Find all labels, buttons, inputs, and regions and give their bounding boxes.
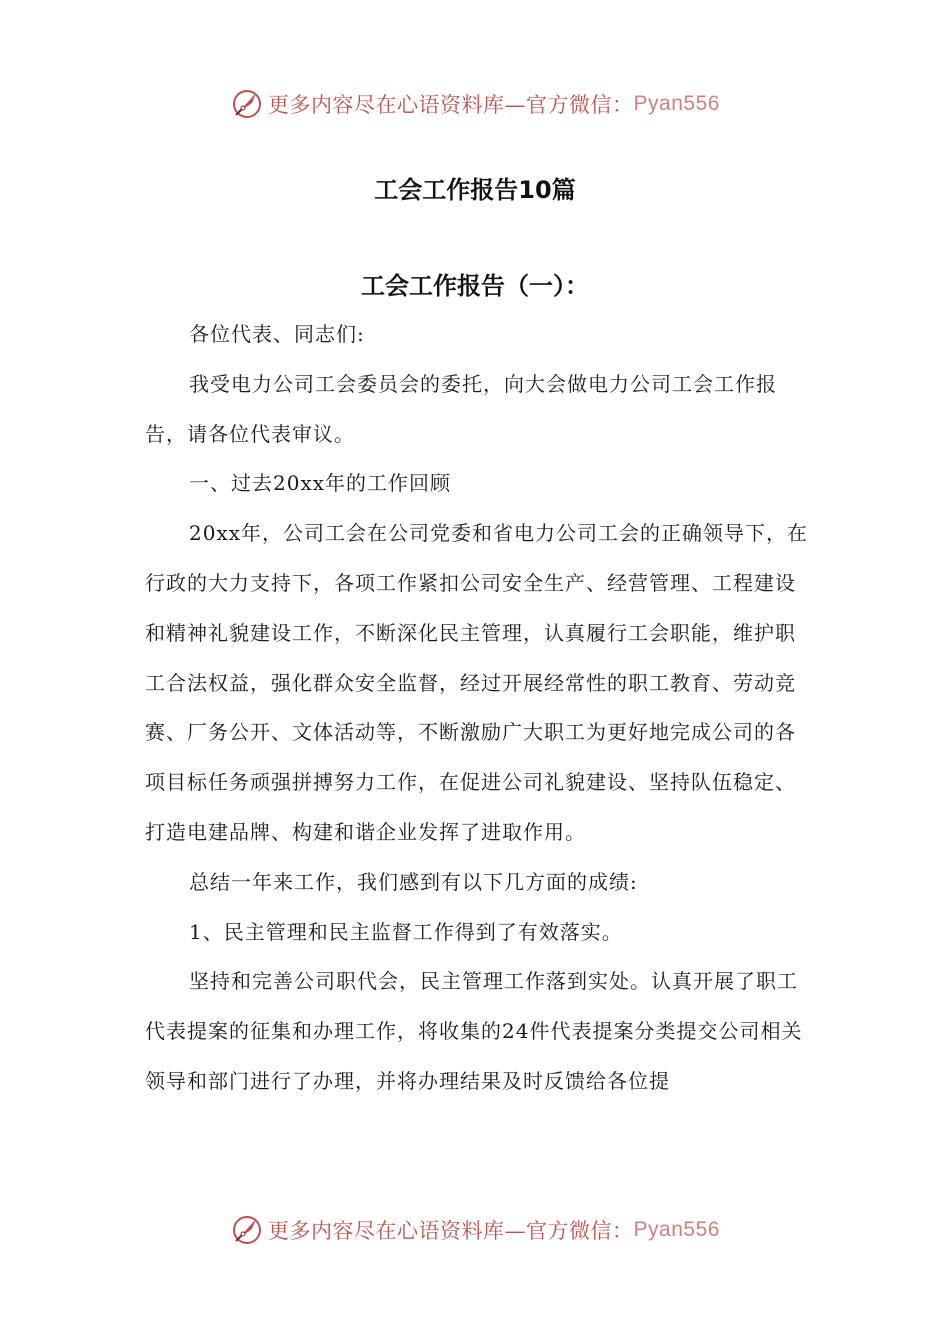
section-title: 工会工作报告（一）： xyxy=(361,272,589,300)
paragraph-intro: 我受电力公司工会委员会的委托，向大会做电力公司工会工作报告，请各位代表审议。 xyxy=(145,371,777,446)
paragraph-review-body: 20xx年，公司工会在公司党委和省电力公司工会的正确领导下，在行政的大力支持下，各项工作紧扣公司安全生产、经营管理、工程建设和精神礼貌建设工作，不断深化民主管理，认真履行工会职能，维护职工合法权益，强化群众安全监督，经过开展经常性的职工教育、劳动竞赛、厂务公开、文体活动等，不断激励广大职工为更好地完成公司的各项目标任务顽强拼搏努力工作，在促进公司礼貌建设、坚持队伍稳定、打造电建品牌、构建和谐企业发挥了进取作用。 xyxy=(145,521,809,844)
quill-logo-icon xyxy=(230,87,264,121)
header-watermark xyxy=(0,84,950,124)
paragraph-salutation: 各位代表、同志们: xyxy=(189,322,365,346)
paragraph-item-1-heading: 1、民主管理和民主监督工作得到了有效落实。 xyxy=(189,919,623,944)
paragraph-heading-review: 一、过去20xx年的工作回顾 xyxy=(189,471,452,496)
watermark-text: 更多内容尽在心语资料库—官方微信： xyxy=(268,93,634,117)
watermark-wechat-id: Pyan556 xyxy=(633,1218,720,1241)
footer-watermark xyxy=(0,1210,950,1250)
paragraph-summary-lead: 总结一年来工作，我们感到有以下几方面的成绩: xyxy=(189,869,638,894)
document-body xyxy=(145,310,815,1107)
quill-logo-icon xyxy=(230,1213,264,1247)
watermark-wechat-id: Pyan556 xyxy=(633,92,720,115)
watermark-text: 更多内容尽在心语资料库—官方微信： xyxy=(268,1219,634,1243)
paragraph-item-1-body: 坚持和完善公司职代会，民主管理工作落到实处。认真开展了职工代表提案的征集和办理工作，将收集的24件代表提案分类提交公司相关领导和部门进行了办理，并将办理结果及时反馈给各位提 xyxy=(145,969,803,1093)
document-title: 工会工作报告10篇 xyxy=(374,176,576,204)
